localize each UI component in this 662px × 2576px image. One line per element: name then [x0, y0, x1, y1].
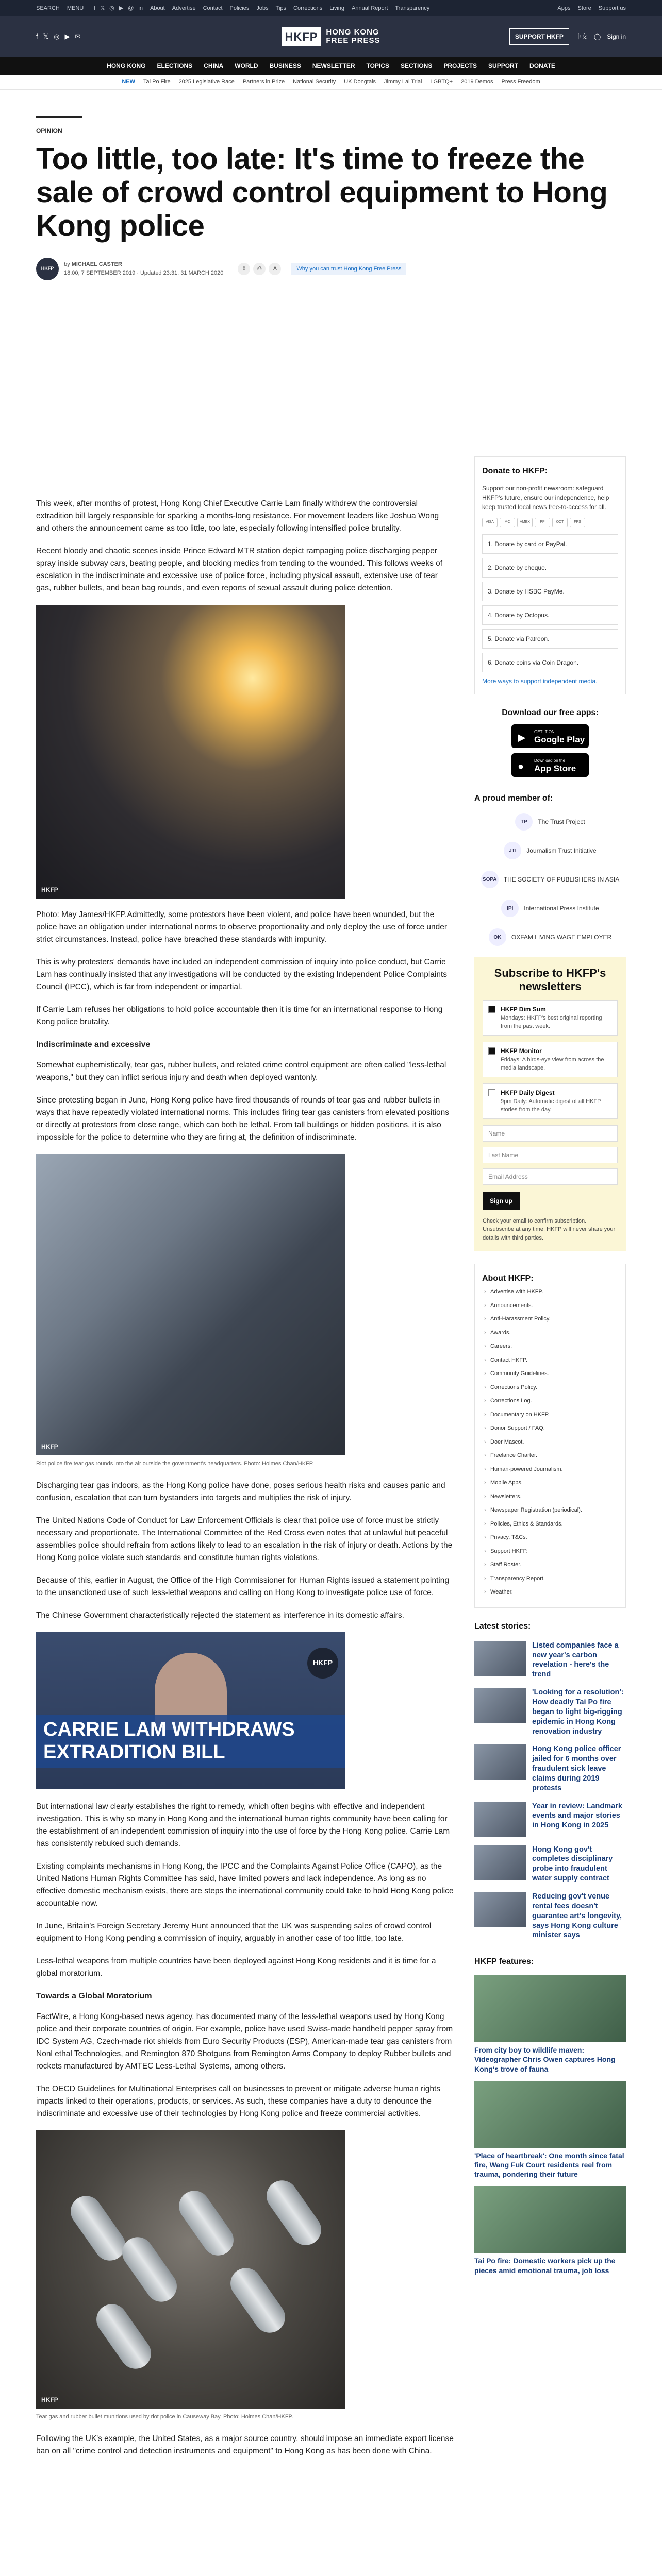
play-icon: ▶: [518, 732, 526, 743]
story-thumbnail[interactable]: [474, 1641, 526, 1676]
donate-text: Support our non-profit newsroom: safeguard HKFP's future, ensure our independence, help keep trusted local news free-to-access for all.: [482, 485, 609, 511]
about-title: About HKFP:: [482, 1274, 534, 1283]
jobs-link[interactable]: Jobs: [256, 5, 269, 11]
protest-photo: [36, 605, 345, 899]
support-us-link[interactable]: Support us: [598, 5, 626, 11]
badge-big-text: App Store: [534, 763, 576, 773]
member-name: The Trust Project: [538, 818, 585, 825]
search-link[interactable]: SEARCH: [36, 5, 60, 11]
about-link[interactable]: › Community Guidelines.: [482, 1367, 618, 1381]
paragraph: But international law clearly establishes the right to remedy, which often begins with effective and independent investigation. This is why so many in Hong Kong and the international human rights community have been calling for the establishment of an independent commission of inquiry into the use of force by the Hong Kong police. Carrie Lam has consistently rebuked such demands.: [36, 1802, 450, 1849]
facebook-icon[interactable]: f: [36, 32, 38, 41]
story-thumbnail[interactable]: [474, 1892, 526, 1927]
latest-story[interactable]: [474, 1744, 626, 1793]
paragraph: The Chinese Government characteristically rejected the statement as interference in its domestic affairs.: [36, 1611, 404, 1620]
member-logo[interactable]: [474, 900, 626, 917]
newsletter-option[interactable]: [483, 1042, 618, 1077]
member-logo[interactable]: [474, 928, 626, 946]
badge-big-text: Google Play: [534, 734, 585, 744]
tips-link[interactable]: Tips: [275, 5, 287, 11]
munitions-photo: [36, 2130, 345, 2409]
store-link[interactable]: Store: [577, 5, 591, 11]
newsletter-box: [474, 957, 626, 1251]
subheading: Indiscriminate and excessive: [36, 1040, 151, 1049]
paragraph: Since protesting began in June, Hong Kong police have fired thousands of rounds of tear gas and rubber bullets in ways that have repeatedly violated international norms. This includes firing tear gas canisters from elevated positions or directly at protestors from close range, which can both be lethal. From tall buildings or hidden positions, it is also impossible for the police to determine who they are firing at, the definition of indiscriminate.: [36, 1096, 449, 1142]
newsletter-fineprint: Check your email to confirm subscription. Unsubscribe at any time. HKFP will never share your details with third parties.: [483, 1217, 616, 1241]
instagram-icon[interactable]: ◎: [109, 5, 114, 11]
youtube-icon[interactable]: ▶: [64, 32, 70, 41]
support-hkfp-button[interactable]: SUPPORT HKFP: [509, 28, 569, 45]
x-icon[interactable]: 𝕏: [43, 32, 49, 41]
member-name: OXFAM LIVING WAGE EMPLOYER: [511, 934, 612, 941]
newsletter-name: HKFP Daily Digest: [501, 1089, 555, 1096]
member-name: Journalism Trust Initiative: [526, 847, 597, 854]
trust-link[interactable]: Why you can trust Hong Kong Free Press: [291, 263, 406, 276]
paragraph: Existing complaints mechanisms in Hong Kong, the IPCC and the Complaints Against Police Office (CAPO), as the United Nations Human Rights Committee has said, have limited powers and lack independence. As long as no effective domestic mechanism exists, there are steps the international community could take to hold Hong Kong police accountable now.: [36, 1862, 454, 1908]
contact-link[interactable]: Contact: [203, 5, 223, 11]
story-headline[interactable]: Year in review: Landmark events and major stories in Hong Kong in 2025: [532, 1802, 622, 1830]
feature-story[interactable]: [474, 2186, 626, 2275]
about-link[interactable]: › Contact HKFP.: [482, 1353, 618, 1367]
trending-item[interactable]: 2025 Legislative Race: [178, 79, 235, 86]
print-icon[interactable]: ⎙: [253, 263, 266, 275]
about-link[interactable]: › Corrections Policy.: [482, 1381, 618, 1395]
paragraph: Because of this, earlier in August, the Office of the High Commissioner for Human Rights issued a statement pointing to the unsanctioned use of such less-lethal weapons and calling on Hong Kong to investigate police use of force.: [36, 1575, 449, 1597]
feature-story[interactable]: [474, 1975, 626, 2074]
paragraph: This week, after months of protest, Hong Kong Chief Executive Carrie Lam finally withdrew the controversial extradition bill largely responsible for sparking a months-long resistance. For movement leaders like Joshua Wong and others the announcement came as too little, too late, especially following intensified police brutality.: [36, 499, 439, 533]
features-title: HKFP features:: [474, 1957, 534, 1967]
about-list: [482, 1285, 618, 1599]
more-ways-link[interactable]: More ways to support independent media.: [482, 677, 598, 685]
transparency-link[interactable]: Transparency: [395, 5, 430, 11]
nav-donate[interactable]: DONATE: [529, 62, 555, 70]
paragraph: Somewhat euphemistically, tear gas, rubber bullets, and related crime control equipment are often called "less-lethal weapons," but they can inflict serious injury and death when deployed wantonly.: [36, 1061, 446, 1082]
about-link[interactable]: › Donor Support / FAQ.: [482, 1421, 618, 1435]
visa-icon: VISA: [482, 518, 498, 527]
nav-world[interactable]: WORLD: [235, 62, 258, 70]
advertise-link[interactable]: Advertise: [172, 5, 196, 11]
feature-headline[interactable]: Tai Po fire: Domestic workers pick up the pieces amid emotional trauma, job loss: [474, 2257, 616, 2275]
paragraph: Photo: May James/HKFP.Admittedly, some protestors have been violent, and police have been wounded, but the police have an obligation under international norms to observe proportionality and only deploy the use of force under strict circumstances. Instead, police have breached these standards with impunity.: [36, 910, 448, 944]
about-link[interactable]: › Staff Roster.: [482, 1558, 618, 1572]
latest-story[interactable]: [474, 1802, 626, 1837]
trending-item[interactable]: Partners in Prize: [242, 79, 285, 86]
masthead-social: [36, 31, 80, 42]
feature-headline[interactable]: 'Place of heartbreak': One month since fatal fire, Wang Fuk Court residents reel from trauma, pondering their future: [474, 2151, 624, 2179]
donate-option[interactable]: 6. Donate coins via Coin Dragon.: [482, 653, 618, 672]
menu-link[interactable]: MENU: [67, 5, 84, 11]
page-content: [36, 116, 626, 2455]
feature-headline[interactable]: From city boy to wildlife maven: Videographer Chris Owen captures Hong Kong's trove of fauna: [474, 2046, 616, 2073]
photo-caption: Riot police fire tear gas rounds into the air outside the government's headquarters. Photo: Holmes Chan/HKFP.: [36, 1461, 314, 1467]
about-link[interactable]: › Newsletters.: [482, 1490, 618, 1504]
section-label[interactable]: OPINION: [36, 127, 62, 134]
latest-story[interactable]: [474, 1641, 626, 1680]
paragraph: The United Nations Code of Conduct for Law Enforcement Officials is clear that police use of force must be strictly necessary and proportionate. The International Committee of the Red Cross even notes that at unlawful but peaceful assemblies police should refrain from actions likely to lead to an escalation in the risk of injury or death. Actions by the Hong Kong police violate such standards and constitute human rights violations.: [36, 1516, 453, 1562]
trending-item[interactable]: 2019 Demos: [461, 79, 493, 86]
about-link[interactable]: › Transparency Report.: [482, 1572, 618, 1586]
member-logo[interactable]: [474, 813, 626, 831]
policies-link[interactable]: Policies: [229, 5, 250, 11]
latest-list: [474, 1641, 626, 1940]
feature-list: [474, 1975, 626, 2275]
nav-china[interactable]: CHINA: [204, 62, 224, 70]
paragraph: The OECD Guidelines for Multinational Enterprises call on businesses to prevent or mitigate adverse human rights impacts linked to their operations, products, or services. As such, these companies have a duty to denounce the indiscriminate and excessive use of their technologies by Hong Kong police and freeze commercial activities.: [36, 2084, 440, 2119]
checkbox[interactable]: [488, 1089, 495, 1096]
mastercard-icon: MC: [500, 518, 515, 527]
corrections-link[interactable]: Corrections: [293, 5, 323, 11]
living-link[interactable]: Living: [329, 5, 345, 11]
amex-icon: AMEX: [517, 518, 533, 527]
logo-mark: HKFP: [282, 27, 321, 46]
fps-icon: FPS: [570, 518, 585, 527]
story-thumbnail[interactable]: [474, 1688, 526, 1723]
about-link[interactable]: › Advertise with HKFP.: [482, 1285, 618, 1299]
video-headline: CARRIE LAM WITHDRAWS EXTRADITION BILL: [36, 1715, 345, 1768]
video-logo: HKFP: [307, 1648, 338, 1679]
photo-watermark: HKFP: [41, 2396, 58, 2404]
email-input[interactable]: Email Address: [483, 1168, 618, 1185]
checkbox[interactable]: [488, 1006, 495, 1013]
site-logo[interactable]: [282, 27, 380, 46]
share-icon[interactable]: ⇪: [238, 263, 250, 275]
member-mark: IPI: [501, 900, 519, 917]
about-link[interactable]: › Anti-Harassment Policy.: [482, 1312, 618, 1326]
signup-button[interactable]: Sign up: [483, 1192, 520, 1210]
feature-story[interactable]: [474, 2081, 626, 2179]
donate-box: [474, 456, 626, 694]
about-link[interactable]: › Mobile Apps.: [482, 1476, 618, 1490]
nav-elections[interactable]: ELECTIONS: [157, 62, 193, 70]
feature-image[interactable]: [474, 2081, 626, 2148]
video-embed[interactable]: [36, 1632, 345, 1789]
nav-business[interactable]: BUSINESS: [269, 62, 301, 70]
share-tools: [238, 263, 281, 275]
app-store-badge[interactable]: [511, 753, 589, 777]
text-size-icon[interactable]: A: [269, 263, 281, 275]
mail-icon[interactable]: ✉: [75, 32, 81, 41]
trending-item[interactable]: UK Dongtais: [344, 79, 376, 86]
nav-projects[interactable]: PROJECTS: [443, 62, 477, 70]
threads-icon[interactable]: @: [128, 5, 134, 11]
article-dates: 18:00, 7 SEPTEMBER 2019 · Updated 23:31, 31 MARCH 2020: [64, 269, 224, 276]
latest-title: Latest stories:: [474, 1621, 531, 1631]
facebook-icon[interactable]: f: [94, 5, 96, 11]
paragraph: In June, Britain's Foreign Secretary Jeremy Hunt announced that the UK was suspending sales of crowd control equipment to Hong Kong pending a commission of inquiry, arguably in another case of too little, too late.: [36, 1922, 432, 1943]
apple-icon: ●: [518, 761, 524, 772]
x-icon[interactable]: 𝕏: [100, 5, 105, 11]
author-name[interactable]: MICHAEL CASTER: [71, 261, 122, 268]
about-link[interactable]: › Announcements.: [482, 1299, 618, 1313]
trending-label: NEW: [122, 79, 135, 86]
linkedin-icon[interactable]: in: [138, 5, 143, 11]
social-icons: [94, 4, 143, 13]
trending-item[interactable]: LGBTQ+: [430, 79, 453, 86]
about-link[interactable]: About: [150, 5, 165, 11]
about-link[interactable]: › Policies, Ethics & Standards.: [482, 1517, 618, 1531]
about-box: [474, 1264, 626, 1608]
about-link[interactable]: › Privacy, T&Cs.: [482, 1531, 618, 1545]
article-title: Too little, too late: It's time to freeze the sale of crowd control equipment to Hong Kong police: [36, 142, 608, 243]
about-link[interactable]: › Weather.: [482, 1585, 618, 1599]
member-name: International Press Institute: [524, 905, 599, 912]
logo-line-1: HONG KONG: [326, 27, 379, 37]
story-thumbnail[interactable]: [474, 1744, 526, 1780]
newsletter-option[interactable]: [483, 1083, 618, 1119]
badge-small-text: Download on the: [534, 758, 566, 763]
story-thumbnail[interactable]: [474, 1802, 526, 1837]
section-rule: [36, 116, 82, 118]
latest-story[interactable]: [474, 1892, 626, 1940]
instagram-icon[interactable]: ◎: [54, 32, 60, 41]
apps-link[interactable]: Apps: [557, 5, 571, 11]
article-body: [36, 498, 454, 2468]
donate-option[interactable]: 3. Donate by HSBC PayMe.: [482, 582, 618, 601]
photo-watermark: HKFP: [41, 886, 58, 894]
about-link[interactable]: › Awards.: [482, 1326, 618, 1340]
author-avatar: HKFP: [36, 258, 59, 280]
photo-watermark: HKFP: [41, 1443, 58, 1451]
newsletter-title: Subscribe to HKFP's newsletters: [494, 967, 606, 993]
trending-item[interactable]: Press Freedom: [501, 79, 540, 86]
about-link[interactable]: › Careers.: [482, 1340, 618, 1353]
feature-image[interactable]: [474, 1975, 626, 2042]
newsletter-option[interactable]: [483, 1000, 618, 1036]
signin-link[interactable]: Sign in: [607, 33, 626, 40]
logo-line-2: FREE PRESS: [326, 36, 380, 45]
paragraph: Recent bloody and chaotic scenes inside Prince Edward MTR station depict rampaging police discharging pepper spray inside subway cars, beating people, and blocking medics from tending to the wounded. This follows weeks of escalation in the indiscriminate and excessive use of police force, including physical assault, extensive use of tear gas, rubber bullets, and bean bag rounds, and even reports of sexual assault during police detention.: [36, 547, 443, 593]
masthead: [0, 16, 662, 57]
story-headline[interactable]: Hong Kong police officer jailed for 6 months over fraudulent sick leave claims during 2019 protests: [532, 1745, 621, 1792]
paragraph: Following the UK's example, the United States, as a major source country, should impose an immediate export license ban on all "crime control and detection instruments and equipment" to Hong Kong as has been done with China.: [36, 2434, 454, 2455]
utility-bar: [0, 0, 662, 16]
checkbox[interactable]: [488, 1047, 495, 1055]
paragraph: If Carrie Lam refuses her obligations to hold police accountable then it is time for an international response to Hong Kong police brutality.: [36, 1005, 443, 1027]
donate-option[interactable]: 4. Donate by Octopus.: [482, 605, 618, 625]
sidebar: [474, 456, 626, 2275]
name-input[interactable]: Name: [483, 1125, 618, 1142]
latest-story[interactable]: [474, 1845, 626, 1884]
about-link[interactable]: › Doer Mascot.: [482, 1435, 618, 1449]
google-play-badge[interactable]: [511, 724, 589, 748]
trending-item[interactable]: Jimmy Lai Trial: [384, 79, 422, 86]
user-icon[interactable]: ◯: [593, 33, 601, 40]
member-logo[interactable]: [474, 871, 626, 888]
member-logo[interactable]: [474, 842, 626, 859]
about-link[interactable]: › Newspaper Registration (periodical).: [482, 1503, 618, 1517]
newsletter-name: HKFP Monitor: [501, 1047, 542, 1055]
youtube-icon[interactable]: ▶: [119, 5, 124, 11]
member-title: A proud member of:: [474, 794, 553, 803]
nav-topics[interactable]: TOPICS: [366, 62, 389, 70]
trending-item[interactable]: Tai Po Fire: [143, 79, 171, 86]
member-mark: JTI: [504, 842, 521, 859]
about-link[interactable]: › Documentary on HKFP.: [482, 1408, 618, 1422]
main-nav: [0, 57, 662, 75]
about-link[interactable]: › Support HKFP.: [482, 1545, 618, 1558]
story-headline[interactable]: Hong Kong gov't completes disciplinary probe into fraudulent water supply contract: [532, 1845, 613, 1883]
story-thumbnail[interactable]: [474, 1845, 526, 1880]
trending-bar: [0, 75, 662, 90]
subheading: Towards a Global Moratorium: [36, 1992, 152, 2001]
author-prefix: by: [64, 261, 70, 268]
nav-hong-kong[interactable]: HONG KONG: [107, 62, 146, 70]
newsletter-desc: Fridays: A birds-eye view from across the media landscape.: [501, 1056, 604, 1072]
nav-sections[interactable]: SECTIONS: [401, 62, 433, 70]
badge-small-text: GET IT ON: [534, 729, 555, 734]
language-switch[interactable]: 中文: [575, 33, 588, 40]
member-mark: TP: [515, 813, 533, 831]
story-headline[interactable]: Reducing gov't venue rental fees doesn't guarantee art's longevity, says Hong Kong culture minister says: [532, 1892, 622, 1940]
donate-option[interactable]: 2. Donate by cheque.: [482, 558, 618, 578]
newsletter-desc: Mondays: HKFP's best original reporting from the past week.: [501, 1014, 602, 1030]
octopus-icon: OCT: [552, 518, 568, 527]
byline: [36, 258, 626, 280]
paragraph: This is why protesters' demands have included an independent commission of inquiry into police conduct, but Carrie Lam has continually insisted that any investigations will be conducted by the existing Independent Police Complaints Council (IPCC), which is far from independent or impartial.: [36, 958, 448, 992]
newsletter-name: HKFP Dim Sum: [501, 1005, 546, 1013]
feature-image[interactable]: [474, 2186, 626, 2253]
paragraph: Less-lethal weapons from multiple countries have been deployed against Hong Kong residents and it is time for a global moratorium.: [36, 1957, 436, 1978]
paragraph: Discharging tear gas indoors, as the Hong Kong police have done, poses serious health risks and causes panic and confusion, escalation that can turn bystanders into targets and multiplies the risk of injury.: [36, 1481, 445, 1502]
paragraph: FactWire, a Hong Kong-based news agency, has documented many of the less-lethal weapons used by Hong Kong police and their corporate countries of origin. For example, police have used Swiss-made handheld pepper spray from IDC System AG, Czech-made riot shields from Euro Security Products (ESP), American-made tear gas canisters from Nonl ethal Technologies, and Remington 870 Shotguns from Remington Arms Company to deploy Rubber bullets and rockets manufactured by AMTEC Less-Lethal Systems, among others.: [36, 2012, 453, 2071]
donate-option[interactable]: 5. Donate via Patreon.: [482, 629, 618, 649]
member-mark: SOPA: [481, 871, 499, 888]
tear-gas-photo: [36, 1154, 345, 1455]
payment-icons: [482, 518, 618, 527]
trending-item[interactable]: National Security: [293, 79, 336, 86]
last-name-input[interactable]: Last Name: [483, 1147, 618, 1163]
about-link[interactable]: › Freelance Charter.: [482, 1449, 618, 1463]
story-headline[interactable]: 'Looking for a resolution': How deadly Tai Po fire began to light big-rigging epidemic in Hong Kong renovation industry: [532, 1688, 624, 1736]
apps-title: Download our free apps:: [502, 708, 599, 717]
photo-caption: Tear gas and rubber bullet munitions used by riot police in Causeway Bay. Photo: Holmes Chan/HKFP.: [36, 2414, 293, 2420]
nav-support[interactable]: SUPPORT: [488, 62, 519, 70]
about-link[interactable]: › Corrections Log.: [482, 1394, 618, 1408]
paypal-icon: PP: [535, 518, 550, 527]
nav-newsletter[interactable]: NEWSLETTER: [312, 62, 355, 70]
annual-report-link[interactable]: Annual Report: [352, 5, 388, 11]
about-link[interactable]: › Human-powered Journalism.: [482, 1463, 618, 1477]
newsletter-desc: 9pm Daily: Automatic digest of all HKFP stories from the day.: [501, 1098, 601, 1113]
story-headline[interactable]: Listed companies face a new year's carbon revelation - here's the trend: [532, 1641, 619, 1679]
donate-option[interactable]: 1. Donate by card or PayPal.: [482, 534, 618, 554]
latest-story[interactable]: [474, 1688, 626, 1736]
donate-title: Donate to HKFP:: [482, 467, 548, 476]
member-name: THE SOCIETY OF PUBLISHERS IN ASIA: [503, 876, 620, 883]
member-mark: OK: [489, 928, 506, 946]
